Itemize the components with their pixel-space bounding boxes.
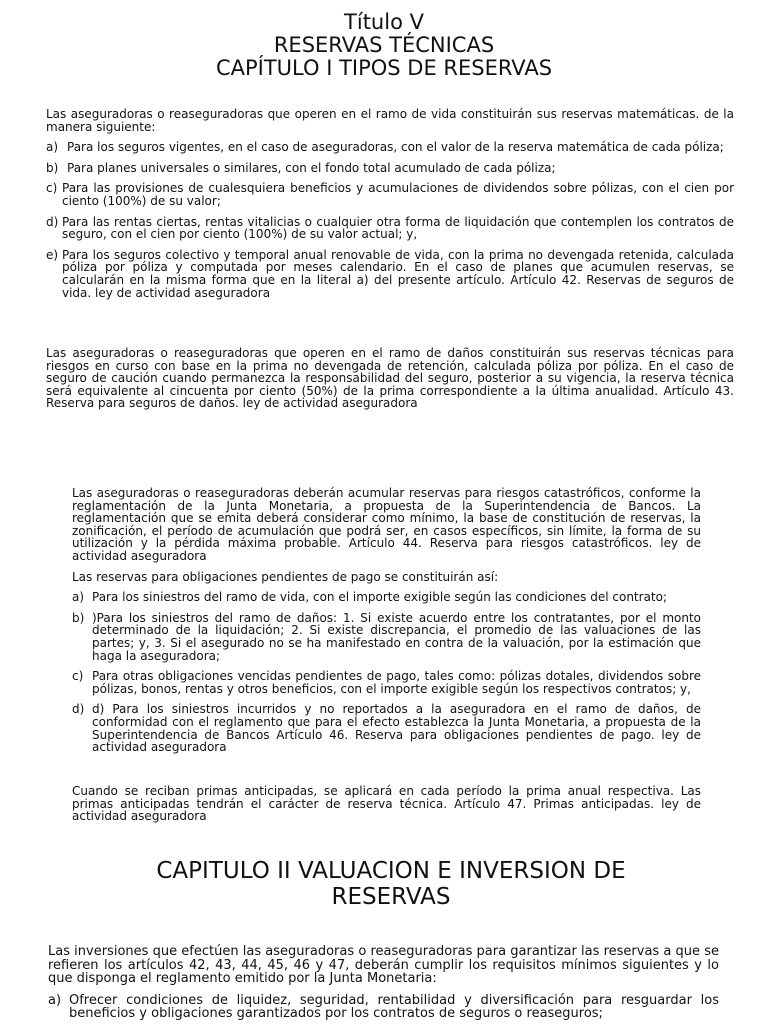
list-item-text: Para planes universales o similares, con el fondo total acumulado de cada póliza;: [67, 160, 556, 175]
list-item: [72, 591, 701, 604]
list-item-label: a): [72, 590, 85, 605]
list-item-label: c): [46, 181, 58, 196]
list-item-text: Para las rentas ciertas, rentas vitalicias o cualquier otra forma de liquidación que contemplen los contratos de seguro, con el cien por ciento (100%) de su valor actual; y,: [62, 214, 734, 242]
list-item: [46, 216, 734, 241]
list-item-text: Para las provisiones de cualesquiera beneficios y acumulaciones de dividendos sobre pólizas, con el cien por ciento (100%) de su valor;: [62, 181, 734, 208]
list-item: [72, 612, 701, 662]
list-item-label: c): [72, 669, 84, 684]
title-line: Título V: [344, 10, 424, 34]
list-item: [46, 182, 734, 207]
list-item-text: Para los siniestros del ramo de vida, con el importe exigible según las condiciones del contrato;: [92, 590, 668, 605]
list-item-label: d): [72, 702, 85, 717]
paragraph: Las reservas para obligaciones pendientes de pago se constituirán así:: [72, 569, 499, 584]
list-item-text: Para otras obligaciones vencidas pendientes de pago, tales como: pólizas dotales, dividendos sobre pólizas, bonos, rentas y otros beneficios, con el importe exigible según los respectivos contratos; y,: [92, 669, 701, 696]
list-item: [72, 703, 701, 753]
paragraph: Cuando se reciban primas anticipadas, se aplicará en cada período la prima anual respectiva. Las primas anticipadas tendrán el carácter de reserva técnica. Artículo 47. Primas anticipadas. ley de actividad aseguradora: [72, 784, 701, 824]
list-item: [46, 141, 734, 154]
list-item: [72, 670, 701, 695]
list-item-text: Ofrecer condiciones de liquidez, seguridad, rentabilidad y diversificación para resguardar los beneficios y obligaciones garantizados por los contratos de seguros o reaseguros;: [69, 992, 719, 1022]
chapter-title: RESERVAS: [331, 884, 451, 910]
chapter-heading: [0, 858, 768, 910]
section-primas: [72, 785, 701, 823]
intro-paragraph: Las inversiones que efectúen las aseguradoras o reaseguradoras para garantizar las reservas a que se refieren los artículos 42, 43, 44, 45, 46 y 47, deberán cumplir los requisitos mínimos siguientes y lo que disponga el reglamento emitido por la Junta Monetaria:: [48, 944, 719, 987]
list-item-label: e): [46, 247, 59, 262]
paragraph: Las aseguradoras o reaseguradoras que operen en el ramo de daños constituirán sus reservas técnicas para riesgos en curso con base en la prima no devengada de retención, calculada póliza por póliza. En el caso de seguro de caución cuando permanezca la responsabilidad del seguro, posterior a su vigencia, la reserva técnica será equivalente al cincuenta por ciento (50%) de la prima correspondiente a la última anualidad. Artículo 43. Reserva para seguros de daños. ley de actividad aseguradora: [46, 346, 734, 411]
list-item-label: b): [72, 610, 85, 625]
chapter-title: CAPITULO II VALUACION E INVERSION DE: [156, 858, 626, 884]
title-line: RESERVAS TÉCNICAS: [273, 33, 495, 57]
list-item-text: Para los seguros vigentes, en el caso de aseguradoras, con el valor de la reserva matemática de cada póliza;: [67, 140, 724, 155]
list-item-text: d) Para los siniestros incurridos y no reportados a la aseguradora en el ramo de daños, de conformidad con el reglamento que para el efecto establezca la Junta Monetaria, a propuesta de la Superintendencia de Bancos Artículo 46. Reserva para obligaciones pendientes de pago. ley de actividad aseguradora: [92, 702, 701, 755]
title-block: [0, 11, 768, 80]
section-danos: [46, 347, 734, 410]
list-item-text: )Para los siniestros del ramo de daños: 1. Si existe acuerdo entre los contratantes, por el monto determinado de la liquidación; 2. Si existe discrepancia, el promedio de las valuaciones de las partes; y, 3. Si el asegurado no se ha manifestado en contra de la valuación, por la estimación que haga la aseguradora;: [92, 610, 701, 663]
list-item-label: a): [46, 140, 59, 155]
intro-paragraph: Las aseguradoras o reaseguradoras que operen en el ramo de vida constituirán sus reservas matemáticas. de la manera siguiente:: [46, 107, 734, 134]
paragraph: Las aseguradoras o reaseguradoras deberán acumular reservas para riesgos catastróficos, conforme la reglamentación de la Junta Monetaria, a propuesta de la Superintendencia de Bancos. La reglamentación que se emita deberá considerar como mínimo, la base de constitución de reservas, la zonificación, el período de acumulación que podrá ser, en casos específicos, sin límite, la forma de su utilización y la pérdida máxima probable. Artículo 44. Reserva para riesgos catastróficos. ley de actividad aseguradora: [72, 486, 701, 563]
chapter-title: CAPÍTULO I TIPOS DE RESERVAS: [215, 56, 553, 80]
list-item-text: Para los seguros colectivo y temporal anual renovable de vida, con la prima no devengada retenida, calculada póliza por póliza y computada por meses calendario. En el caso de planes que acumulen reservas, se calcularán en la misma forma que en la literal a) del presente artículo. Artículo 42. Reservas de seguros de vida. ley de actividad aseguradora: [62, 247, 734, 300]
list-item-label: a): [48, 992, 62, 1008]
list-item-label: b): [46, 160, 59, 175]
list-item: [48, 994, 719, 1021]
list-item: [46, 249, 734, 299]
section-catastroficos: [72, 487, 701, 754]
list-item-label: d): [46, 214, 59, 229]
section-inversiones: [48, 945, 719, 1021]
list-item: [46, 162, 734, 175]
section-vida: [46, 108, 734, 299]
